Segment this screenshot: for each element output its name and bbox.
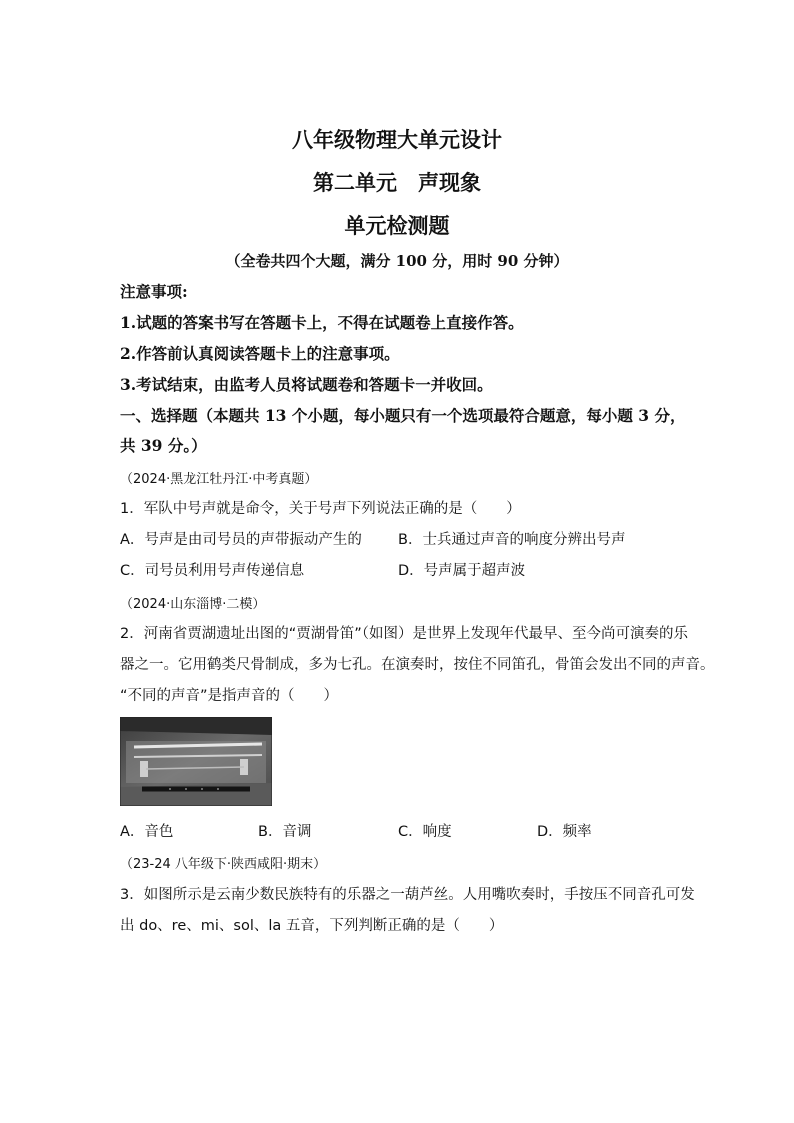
option-b: B．士兵通过声音的响度分辨出号声: [398, 532, 626, 548]
section-heading: 一、选择题（本题共 13 个小题，每小题只有一个选项最符合题意，每小题 3 分，: [120, 406, 686, 425]
option-d: D．频率: [537, 824, 592, 840]
notice-item: 1.试题的答案书写在答题卡上，不得在试题卷上直接作答。: [120, 313, 524, 332]
question-stem: 1．军队中号声就是命令，关于号声下列说法正确的是（ ）: [120, 501, 521, 517]
unit-title: 第二单元 声现象: [313, 171, 481, 195]
exam-info: （全卷共四个大题，满分 100 分，用时 90 分钟）: [225, 252, 569, 270]
question-source: （2024·黑龙江牡丹江·中考真题）: [120, 472, 318, 487]
option-c: C．司号员利用号声传递信息: [120, 563, 305, 579]
document-title: 八年级物理大单元设计: [292, 128, 502, 152]
question-stem: 器之一。它用鹤类尺骨制成，多为七孔。在演奏时，按住不同笛孔，骨笛会发出不同的声音。: [120, 657, 715, 673]
option-a: A．号声是由司号员的声带振动产生的: [120, 532, 362, 548]
question-stem: “不同的声音”是指声音的（ ）: [120, 688, 339, 704]
option-b: B．音调: [258, 824, 312, 840]
question-stem: 3．如图所示是云南少数民族特有的乐器之一葫芦丝。人用嘴吹奏时，手按压不同音孔可发: [120, 887, 695, 903]
bone-flute-photo: [120, 717, 272, 806]
question-source: （2024·山东淄博·二模）: [120, 597, 266, 612]
option-d: D．号声属于超声波: [398, 563, 526, 579]
question-stem: 2．河南省贾湖遗址出图的“贾湖骨笛”（如图）是世界上发现年代最早、至今尚可演奏的乐: [120, 626, 688, 642]
test-title: 单元检测题: [344, 214, 450, 238]
notice-item: 3.考试结束，由监考人员将试题卷和答题卡一并收回。: [120, 375, 493, 394]
section-heading-cont: 共 39 分。）: [120, 436, 207, 455]
question-stem: 出 do、re、mi、sol、la 五音，下列判断正确的是（ ）: [120, 918, 504, 934]
question-source: （23-24 八年级下·陕西咸阳·期末）: [120, 857, 327, 872]
option-a: A．音色: [120, 824, 174, 840]
notice-heading: 注意事项:: [120, 282, 188, 301]
option-c: C．响度: [398, 824, 452, 840]
notice-item: 2.作答前认真阅读答题卡上的注意事项。: [120, 344, 400, 363]
